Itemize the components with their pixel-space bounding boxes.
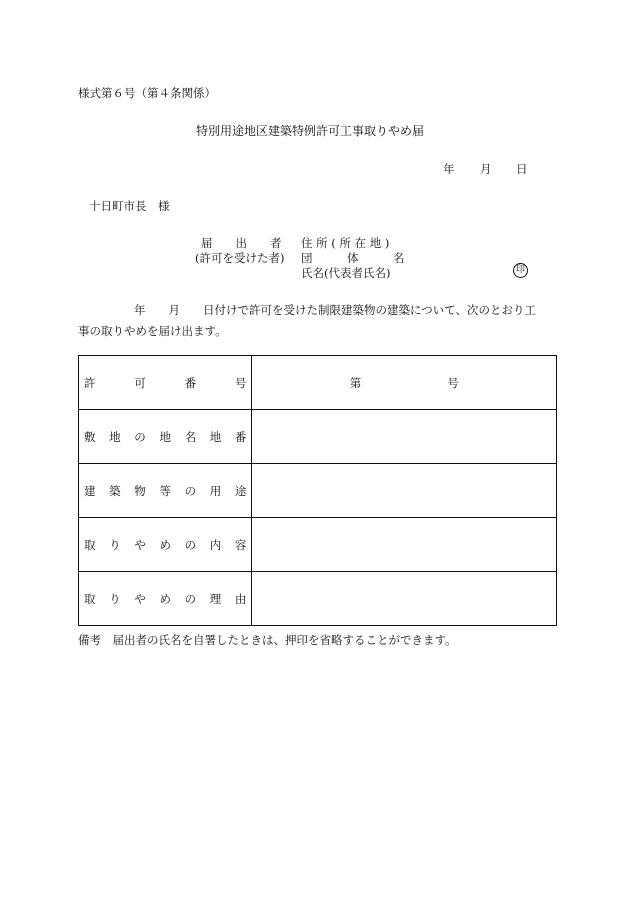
table-row xyxy=(79,518,557,572)
date-day: 日 xyxy=(516,162,528,176)
form-table xyxy=(78,355,557,626)
body-line-1: 年 月 日付けで許可を受けた制限建築物の建築について、次のとおり工 xyxy=(134,303,537,317)
table-row xyxy=(79,410,557,464)
applicant-sublabel: (許可を受けた者) xyxy=(195,251,285,265)
table-row xyxy=(79,464,557,518)
form-title: 特別用途地区建築特例許可工事取りやめ届 xyxy=(196,124,425,138)
table-row xyxy=(79,572,557,626)
permit-number-field[interactable] xyxy=(252,356,557,410)
cancel-content-field[interactable] xyxy=(252,518,557,572)
body-line-2: 事の取りやめを届け出ます。 xyxy=(78,324,227,338)
row-label-site-address: 敷地の地名地番 xyxy=(79,410,252,464)
date-month: 月 xyxy=(480,162,492,176)
addressee: 十日町市長 様 xyxy=(89,199,170,213)
building-use-field[interactable] xyxy=(252,464,557,518)
table-row xyxy=(79,356,557,410)
row-label-cancel-reason: 取りやめの理由 xyxy=(79,572,252,626)
cancel-reason-field[interactable] xyxy=(252,572,557,626)
row-label-permit-number: 許可番号 xyxy=(79,356,252,410)
date-year: 年 xyxy=(443,162,455,176)
permit-number-prefix: 第 xyxy=(349,375,362,390)
remarks-note: 備考 届出者の氏名を自署したときは、押印を省略することができます。 xyxy=(78,633,457,647)
address-label: 住 所 ( 所 在 地 ) xyxy=(301,236,390,250)
applicant-label: 届 出 者 xyxy=(201,236,282,250)
row-label-cancel-content: 取りやめの内容 xyxy=(79,518,252,572)
permit-number-suffix: 号 xyxy=(447,375,459,390)
org-name-label: 団 体 名 xyxy=(301,251,405,265)
form-id: 様式第６号（第４条関係） xyxy=(78,86,216,100)
seal-mark-icon: 印 xyxy=(513,263,528,278)
body-text xyxy=(78,300,556,342)
site-address-field[interactable] xyxy=(252,410,557,464)
row-label-building-use: 建築物等の用途 xyxy=(79,464,252,518)
rep-name-label: 氏名(代表者氏名) xyxy=(301,266,391,280)
